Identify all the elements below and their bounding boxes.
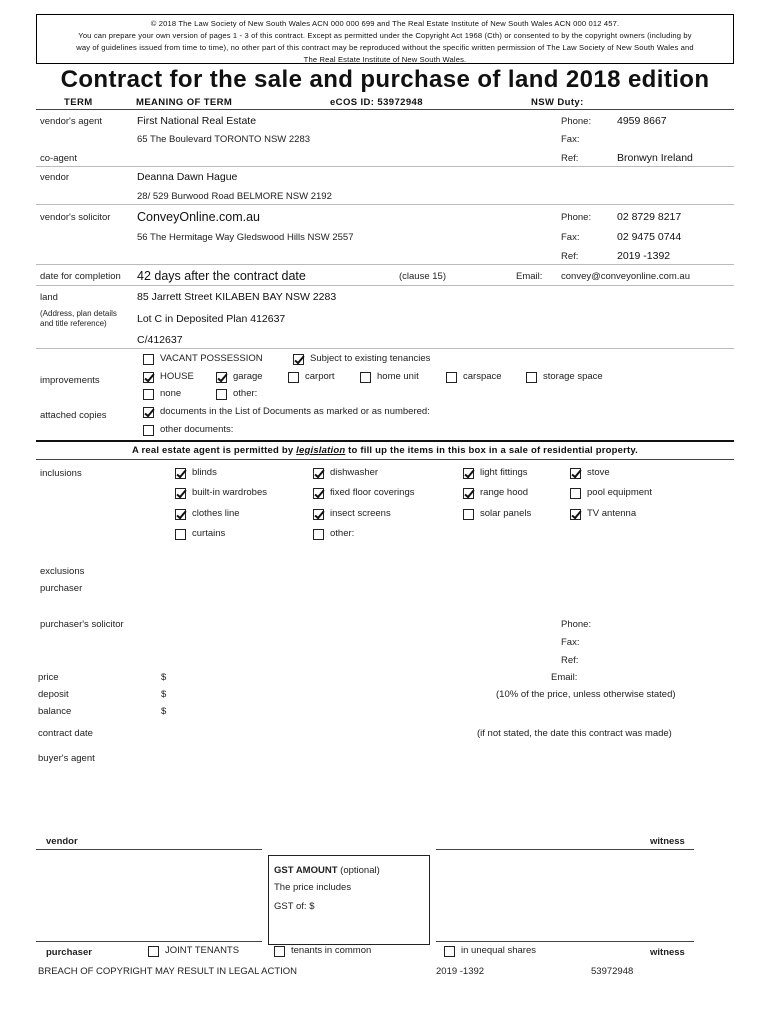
deposit-note: (10% of the price, unless otherwise stated) [496,689,676,700]
joint-tenants-checkbox[interactable] [148,946,159,957]
carspace-checkbox[interactable] [446,372,457,383]
gst-heading-bold: GST AMOUNT [274,865,338,876]
copyright-line-2: You can prepare your own version of pages 1 - 3 of this contract. Except as permitted under the Copyright Act 1968 (Cth) or consented to by the copyright owners (including by [78,31,692,40]
solicitor-phone-label: Phone: [561,212,592,223]
agent-phone-label: Phone: [561,116,592,127]
unequal-shares-label: in unequal shares [461,945,536,956]
witness-bottom-label: witness [650,947,685,958]
vacant-possession-checkbox[interactable] [143,354,154,365]
tv-antenna-label: TV antenna [587,508,637,519]
solicitor-ref-label: Ref: [561,251,579,262]
improvements-label: improvements [40,375,100,386]
gst-heading [274,865,380,876]
agent-ref-label: Ref: [561,153,579,164]
garage-checkbox[interactable] [216,372,227,383]
ecos-id: eCOS ID: 53972948 [330,97,423,108]
completion-label: date for completion [40,271,121,282]
solar-panels-label: solar panels [480,508,532,519]
completion-clause: (clause 15) [399,271,446,282]
header-divider [36,109,734,110]
gst-optional: (optional) [337,865,380,876]
other-improvement-label: other: [233,388,258,399]
insect-screens-label: insect screens [330,508,391,519]
house-label: HOUSE [160,371,194,382]
gst-of: GST of: $ [274,901,315,912]
documents-list-checkbox[interactable] [143,407,154,418]
vendors-agent-label: vendor's agent [40,116,103,127]
other-inclusion-label: other: [330,528,355,539]
price-currency: $ [161,672,167,683]
deposit-currency: $ [161,689,167,700]
other-documents-label: other documents: [160,424,234,435]
storage-space-checkbox[interactable] [526,372,537,383]
light-fittings-label: light fittings [480,467,528,478]
purchaser-phone-label: Phone: [561,619,592,630]
purchaser-fax-label: Fax: [561,637,580,648]
solicitor-phone: 02 8729 8217 [617,211,682,223]
blinds-label: blinds [192,467,217,478]
agent-fax-label: Fax: [561,134,580,145]
subject-tenancies-label: Subject to existing tenancies [310,353,431,364]
light-fittings-checkbox[interactable] [463,468,474,479]
carport-label: carport [305,371,335,382]
nsw-duty-label: NSW Duty: [531,97,584,108]
land-note: (Address, plan details and title reference) [40,309,117,328]
floor-coverings-label: fixed floor coverings [330,487,415,498]
price-label: price [38,672,59,683]
solicitor-fax: 02 9475 0744 [617,231,682,243]
dishwasher-checkbox[interactable] [313,468,324,479]
vacant-possession-label: VACANT POSSESSION [160,353,263,364]
vendor-signature-line [36,849,262,850]
garage-label: garage [233,371,263,382]
copyright-line-3: way of guidelines issued from time to time), no other part of this contract may be reproduced without the specific written permission of The Law Society of New South Wales and [76,43,694,52]
vendor-name: Deanna Dawn Hague [137,171,238,183]
agent-box-text-post: to fill up the items in this box in a sale of residential property. [345,445,639,456]
meaning-header: MEANING OF TERM [136,97,233,108]
purchaser-ref-label: Ref: [561,655,579,666]
range-hood-label: range hood [480,487,529,498]
inclusions-label: inclusions [40,468,82,479]
buyers-agent-label: buyer's agent [38,753,95,764]
solicitor-email: convey@conveyonline.com.au [561,271,690,282]
carspace-label: carspace [463,371,502,382]
gst-box [268,855,430,945]
vendors-agent-name: First National Real Estate [137,115,257,127]
page-title: Contract for the sale and purchase of land 2018 edition [60,66,710,93]
land-title-ref: C/412637 [137,334,183,346]
pool-equipment-checkbox[interactable] [570,488,581,499]
divider [36,264,734,265]
range-hood-checkbox[interactable] [463,488,474,499]
balance-label: balance [38,706,72,717]
stove-label: stove [587,467,610,478]
other-improvement-checkbox[interactable] [216,389,227,400]
solicitor-ref: 2019 -1392 [617,250,671,262]
divider [36,348,734,349]
co-agent-label: co-agent [40,153,77,164]
house-checkbox[interactable] [143,372,154,383]
copyright-line-1: © 2018 The Law Society of New South Wales ACN 000 000 699 and The Real Estate Institute of New South Wales ACN 000 012 457. [150,19,620,28]
wardrobes-label: built-in wardrobes [192,487,267,498]
divider [36,166,734,167]
agent-box-legislation: legislation [296,445,346,456]
vendor-address: 28/ 529 Burwood Road BELMORE NSW 2192 [137,191,332,202]
floor-coverings-checkbox[interactable] [313,488,324,499]
insect-screens-checkbox[interactable] [313,509,324,520]
divider [36,204,734,205]
completion-value: 42 days after the contract date [137,269,306,283]
land-label: land [40,292,58,303]
purchaser-email-label: Email: [551,672,578,683]
copyright-line-4: The Real Estate Institute of New South Wales. [303,55,467,64]
dishwasher-label: dishwasher [330,467,379,478]
unequal-shares-checkbox[interactable] [444,946,455,957]
witness-bottom-line [436,941,694,942]
witness-top-line [436,849,694,850]
exclusions-label: exclusions [40,566,85,577]
vendor-label: vendor [40,172,70,183]
agent-box-text-pre: A real estate agent is permitted by [131,445,297,456]
land-lot: Lot C in Deposited Plan 412637 [137,313,286,325]
copyright-warning: BREACH OF COPYRIGHT MAY RESULT IN LEGAL ACTION [38,966,298,977]
contract-date-label: contract date [38,728,93,739]
solar-panels-checkbox[interactable] [463,509,474,520]
carport-checkbox[interactable] [288,372,299,383]
vendors-solicitor-label: vendor's solicitor [40,212,111,223]
vendors-solicitor-name: ConveyOnline.com.au [137,210,260,224]
purchasers-solicitor-label: purchaser's solicitor [40,619,124,630]
none-label: none [160,388,182,399]
stove-checkbox[interactable] [570,468,581,479]
agent-box-top [36,440,734,442]
home-unit-checkbox[interactable] [360,372,371,383]
land-address: 85 Jarrett Street KILABEN BAY NSW 2283 [137,291,337,303]
purchaser-signature-label: purchaser [46,947,92,958]
documents-list-label: documents in the List of Documents as marked or as numbered: [160,406,430,417]
agent-phone: 4959 8667 [617,115,667,127]
other-documents-checkbox[interactable] [143,425,154,436]
term-header: TERM [64,97,93,108]
attached-copies-label: attached copies [40,410,107,421]
witness-top-label: witness [650,836,685,847]
deposit-label: deposit [38,689,69,700]
email-label: Email: [516,271,543,282]
gst-includes: The price includes [274,882,352,893]
subject-tenancies-checkbox[interactable] [293,354,304,365]
vendors-solicitor-address: 56 The Hermitage Way Gledswood Hills NSW 2557 [137,232,354,243]
wardrobes-checkbox[interactable] [175,488,186,499]
agent-box-divider [36,459,734,460]
solicitor-fax-label: Fax: [561,232,580,243]
tenants-in-common-checkbox[interactable] [274,946,285,957]
home-unit-label: home unit [377,371,419,382]
tv-antenna-checkbox[interactable] [570,509,581,520]
vendor-signature-label: vendor [46,836,78,847]
clothes-line-label: clothes line [192,508,240,519]
curtains-label: curtains [192,528,226,539]
other-inclusion-checkbox[interactable] [313,529,324,540]
vendors-agent-address: 65 The Boulevard TORONTO NSW 2283 [137,134,311,145]
joint-tenants-label: JOINT TENANTS [165,945,240,956]
purchaser-signature-line [36,941,262,942]
tenants-in-common-label: tenants in common [291,945,372,956]
divider [36,285,734,286]
storage-space-label: storage space [543,371,603,382]
pool-equipment-label: pool equipment [587,487,652,498]
footer-ecos: 53972948 [591,966,634,977]
agent-ref: Bronwyn Ireland [617,152,693,164]
balance-currency: $ [161,706,167,717]
purchaser-label: purchaser [40,583,83,594]
curtains-checkbox[interactable] [175,529,186,540]
copyright-notice [36,14,734,64]
clothes-line-checkbox[interactable] [175,509,186,520]
footer-ref: 2019 -1392 [436,966,485,977]
blinds-checkbox[interactable] [175,468,186,479]
agent-box-heading [36,445,734,456]
contract-date-note: (if not stated, the date this contract was made) [477,728,672,739]
none-checkbox[interactable] [143,389,154,400]
